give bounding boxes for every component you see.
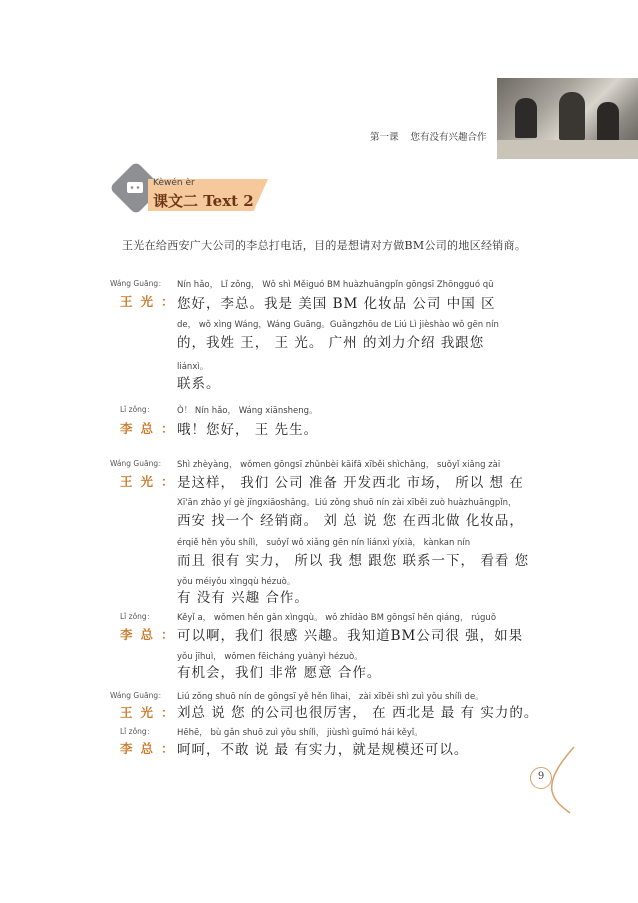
line-pinyin: liánxì。 — [177, 362, 209, 372]
photo-table — [497, 140, 638, 159]
line-pinyin: Shì zhèyàng， wǒmen gōngsī zhǔnbèi kāifā xīběi shìchǎng， suǒyǐ xiǎng zài — [177, 460, 501, 470]
line-hanzi: 有机会，我们 非常 愿意 合作。 — [177, 665, 382, 681]
line-pinyin: yǒu méiyǒu xìngqù hézuò。 — [177, 577, 296, 587]
speaker-pinyin: Lǐ zǒng： — [120, 405, 155, 414]
speaker-name: 李总： — [120, 421, 182, 436]
line-pinyin: Hēhē， bù gǎn shuō zuì yǒu shílì， jiùshì guīmó hái kěyǐ。 — [177, 728, 423, 738]
line-pinyin: de， wǒ xìng Wáng，Wáng Guāng。Guǎngzhōu de Liú Lì jièshào wǒ gēn nín — [177, 320, 499, 330]
line-hanzi: 可以啊，我们 很感 兴趣。我知道BM公司很 强，如果 — [177, 628, 524, 644]
line-hanzi: 刘总 说 您 的公司也很厉害， 在 西北是 最 有 实力的。 — [177, 705, 539, 721]
speaker-name: 李总： — [120, 741, 182, 756]
lesson-number: 第一课 — [370, 132, 399, 143]
speaker-pinyin: Wáng Guāng： — [110, 459, 166, 468]
line-hanzi: 联系。 — [177, 376, 221, 392]
page-number: 9 — [537, 771, 545, 782]
line-hanzi: 呵呵，不敢 说 最 有实力，就是规模还可以。 — [177, 742, 469, 758]
line-pinyin: Liú zǒng shuō nín de gōngsī yě hěn lìhai， zài xīběi shì zuì yǒu shílì de。 — [177, 692, 484, 702]
lesson-topic: 您有没有兴趣合作 — [410, 132, 487, 143]
speaker-pinyin: Lǐ zǒng： — [120, 727, 155, 736]
line-hanzi: 是这样， 我们 公司 准备 开发西北 市场， 所以 想 在 — [177, 475, 524, 491]
section-title: 课文二 Text 2 — [153, 192, 254, 210]
line-hanzi: 的，我姓 王， 王 光。 广州 的刘力介绍 我跟您 — [177, 335, 485, 351]
speaker-pinyin: Lǐ zǒng： — [120, 612, 155, 621]
line-hanzi: 哦！您好， 王 先生。 — [177, 422, 319, 438]
intro-text: 王光在给西安广大公司的李总打电话，目的是想请对方做BM公司的地区经销商。 — [122, 239, 527, 252]
line-pinyin: Nín hǎo， Lǐ zǒng， Wǒ shì Měiguó BM huàzhuāngpǐn gōngsī Zhōngguó qū — [177, 280, 494, 290]
dialogue-icon — [126, 180, 144, 196]
line-pinyin: Ò！ Nín hǎo， Wáng xiānsheng。 — [177, 406, 318, 416]
line-hanzi: 而且 很有 实力， 所以 我 想 跟您 联系一下， 看看 您 — [177, 553, 530, 569]
photo-person-1 — [515, 98, 537, 138]
running-header — [370, 129, 499, 143]
speaker-name: 王光： — [120, 705, 182, 720]
line-pinyin: yǒu jīhuì， wǒmen fēicháng yuànyì hézuò。 — [177, 652, 363, 662]
title-pinyin: Kèwén èr — [153, 178, 195, 188]
photo-person-2 — [559, 92, 585, 140]
line-pinyin: Kěyǐ a， wǒmen hěn gǎn xìngqù。 wǒ zhīdào BM gōngsī hěn qiáng， rúguǒ — [177, 613, 497, 623]
speaker-name: 王光： — [120, 294, 182, 309]
speaker-name: 王光： — [120, 474, 182, 489]
line-hanzi: 有 没有 兴趣 合作。 — [177, 590, 309, 606]
header-photo — [497, 78, 638, 159]
line-hanzi: 您好，李总。我是 美国 BM 化妆品 公司 中国 区 — [177, 296, 496, 312]
speaker-pinyin: Wáng Guāng： — [110, 691, 166, 700]
speaker-pinyin: Wáng Guāng： — [110, 279, 166, 288]
line-pinyin: érqiě hěn yǒu shílì， suǒyǐ wǒ xiǎng gēn nín liánxì yíxià， kànkan nín — [177, 538, 471, 548]
line-pinyin: Xī'ān zhǎo yí gè jīngxiāoshāng。Liú zǒng shuō nín zài xīběi zuò huàzhuāngpǐn， — [177, 498, 517, 508]
photo-person-3 — [597, 102, 619, 142]
line-hanzi: 西安 找一个 经销商。 刘 总 说 您 在西北做 化妆品， — [177, 513, 524, 529]
speaker-name: 李总： — [120, 627, 182, 642]
